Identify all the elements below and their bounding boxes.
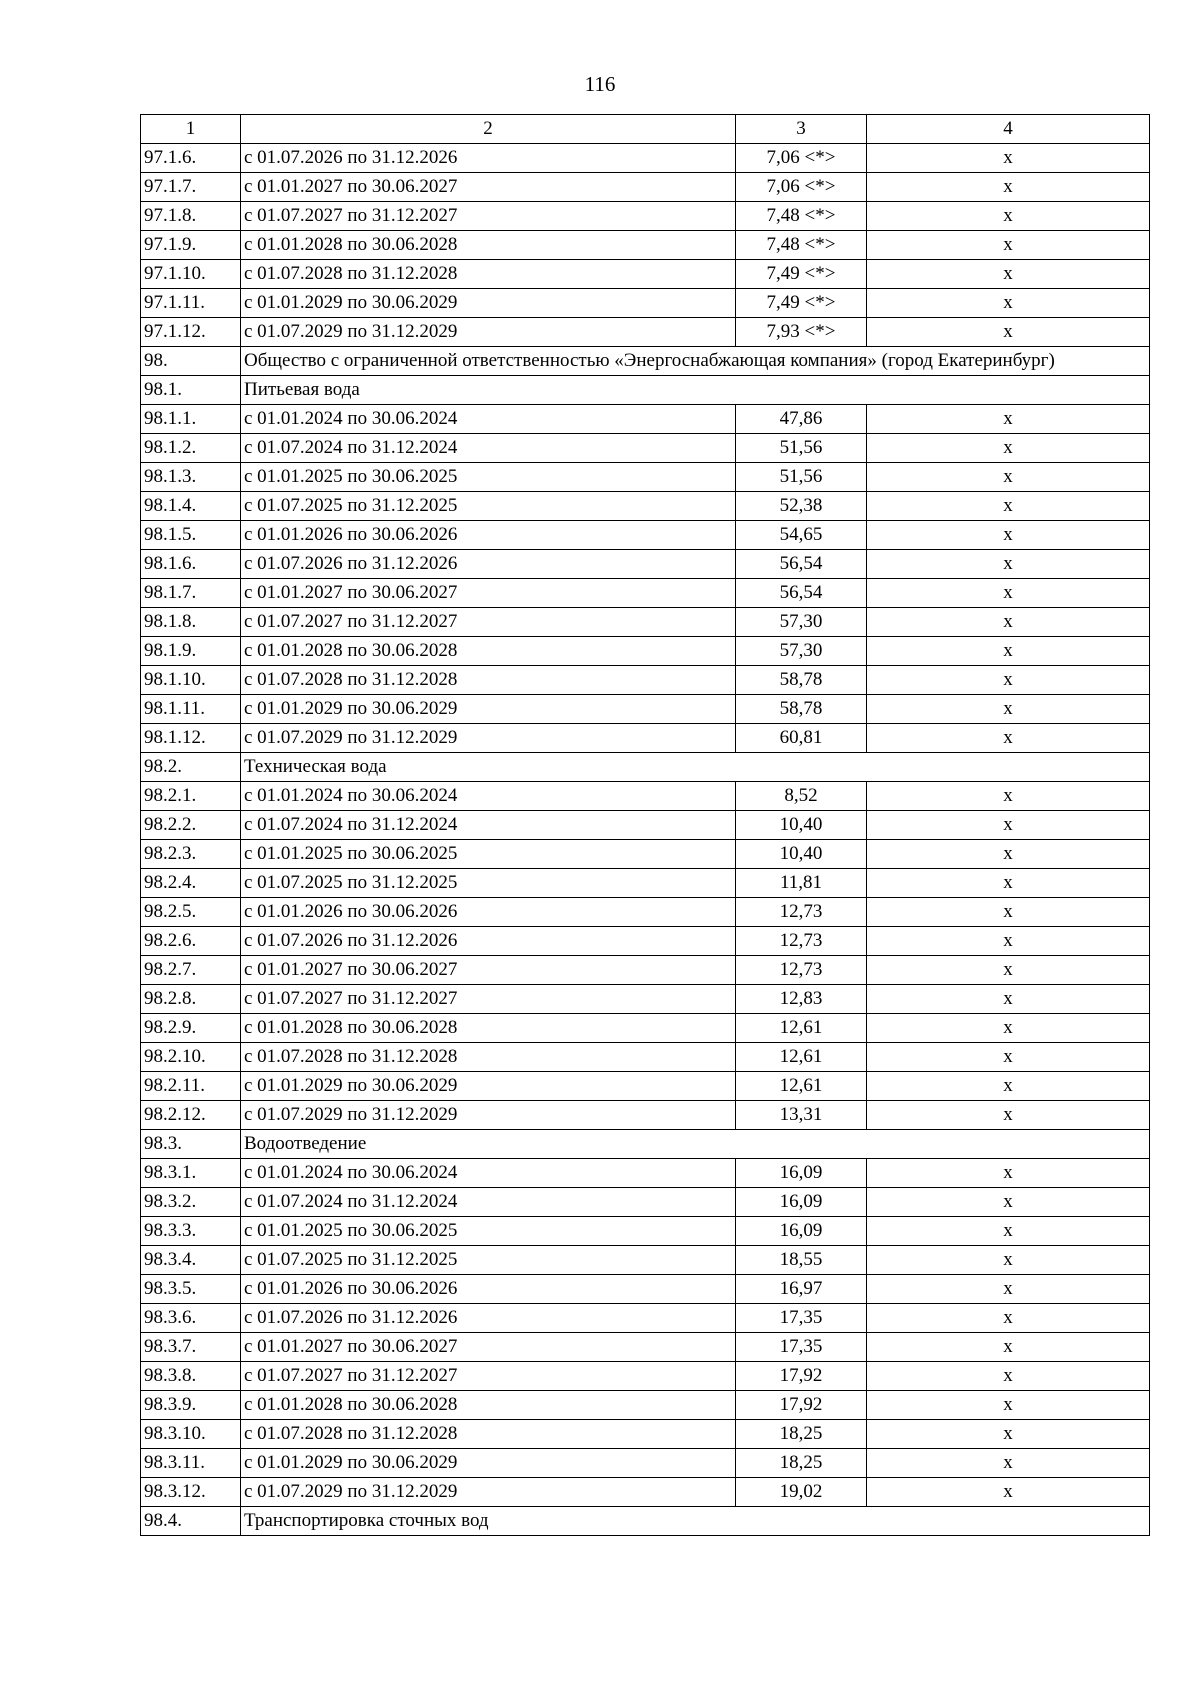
value-cell: 51,56 xyxy=(736,463,867,492)
column-4-cell: х xyxy=(867,144,1150,173)
row-number-cell: 98.1.2. xyxy=(141,434,241,463)
table-row xyxy=(141,550,1150,579)
section-row xyxy=(141,1130,1150,1159)
period-cell: с 01.07.2029 по 31.12.2029 xyxy=(241,1101,736,1130)
table-row xyxy=(141,492,1150,521)
header-cell-2: 2 xyxy=(241,115,736,144)
period-cell: с 01.07.2028 по 31.12.2028 xyxy=(241,260,736,289)
period-cell: с 01.07.2025 по 31.12.2025 xyxy=(241,869,736,898)
section-title-cell: Питьевая вода xyxy=(241,376,1150,405)
row-number-cell: 98.1.8. xyxy=(141,608,241,637)
period-cell: с 01.07.2028 по 31.12.2028 xyxy=(241,666,736,695)
column-4-cell: х xyxy=(867,608,1150,637)
row-number-cell: 98.2.8. xyxy=(141,985,241,1014)
value-cell: 7,49 <*> xyxy=(736,289,867,318)
section-title-cell: Транспортировка сточных вод xyxy=(241,1507,1150,1536)
table-row xyxy=(141,608,1150,637)
table-row xyxy=(141,1304,1150,1333)
row-number-cell: 98.4. xyxy=(141,1507,241,1536)
period-cell: с 01.07.2027 по 31.12.2027 xyxy=(241,202,736,231)
value-cell: 12,61 xyxy=(736,1014,867,1043)
row-number-cell: 98.3.3. xyxy=(141,1217,241,1246)
table-row xyxy=(141,898,1150,927)
period-cell: с 01.01.2026 по 30.06.2026 xyxy=(241,898,736,927)
column-4-cell: х xyxy=(867,898,1150,927)
table-row xyxy=(141,1449,1150,1478)
row-number-cell: 98.1.9. xyxy=(141,637,241,666)
table-row xyxy=(141,1043,1150,1072)
period-cell: с 01.07.2029 по 31.12.2029 xyxy=(241,318,736,347)
table-row xyxy=(141,695,1150,724)
row-number-cell: 98.1.6. xyxy=(141,550,241,579)
table-row xyxy=(141,1420,1150,1449)
column-4-cell: х xyxy=(867,811,1150,840)
column-4-cell: х xyxy=(867,550,1150,579)
column-4-cell: х xyxy=(867,202,1150,231)
column-4-cell: х xyxy=(867,1043,1150,1072)
header-row xyxy=(141,115,1150,144)
row-number-cell: 97.1.11. xyxy=(141,289,241,318)
column-4-cell: х xyxy=(867,492,1150,521)
column-4-cell: х xyxy=(867,405,1150,434)
period-cell: с 01.01.2029 по 30.06.2029 xyxy=(241,695,736,724)
column-4-cell: х xyxy=(867,1391,1150,1420)
row-number-cell: 98.1.5. xyxy=(141,521,241,550)
row-number-cell: 98.1.12. xyxy=(141,724,241,753)
table-row xyxy=(141,1275,1150,1304)
column-4-cell: х xyxy=(867,463,1150,492)
table-row xyxy=(141,666,1150,695)
column-4-cell: х xyxy=(867,318,1150,347)
table-row xyxy=(141,144,1150,173)
section-row xyxy=(141,376,1150,405)
section-title-cell: Техническая вода xyxy=(241,753,1150,782)
period-cell: с 01.01.2027 по 30.06.2027 xyxy=(241,1333,736,1362)
period-cell: с 01.01.2027 по 30.06.2027 xyxy=(241,956,736,985)
period-cell: с 01.01.2026 по 30.06.2026 xyxy=(241,1275,736,1304)
table-row xyxy=(141,173,1150,202)
section-title-cell: Водоотведение xyxy=(241,1130,1150,1159)
column-4-cell: х xyxy=(867,434,1150,463)
value-cell: 54,65 xyxy=(736,521,867,550)
row-number-cell: 97.1.6. xyxy=(141,144,241,173)
row-number-cell: 98.1.10. xyxy=(141,666,241,695)
column-4-cell: х xyxy=(867,1362,1150,1391)
column-4-cell: х xyxy=(867,869,1150,898)
table-row xyxy=(141,1188,1150,1217)
row-number-cell: 98.2.7. xyxy=(141,956,241,985)
column-4-cell: х xyxy=(867,840,1150,869)
column-4-cell: х xyxy=(867,695,1150,724)
value-cell: 58,78 xyxy=(736,666,867,695)
row-number-cell: 97.1.9. xyxy=(141,231,241,260)
value-cell: 52,38 xyxy=(736,492,867,521)
column-4-cell: х xyxy=(867,956,1150,985)
period-cell: с 01.07.2028 по 31.12.2028 xyxy=(241,1420,736,1449)
row-number-cell: 98.2.1. xyxy=(141,782,241,811)
table-row xyxy=(141,434,1150,463)
value-cell: 17,92 xyxy=(736,1391,867,1420)
period-cell: с 01.07.2027 по 31.12.2027 xyxy=(241,985,736,1014)
period-cell: с 01.01.2025 по 30.06.2025 xyxy=(241,1217,736,1246)
value-cell: 16,09 xyxy=(736,1217,867,1246)
row-number-cell: 98.3.1. xyxy=(141,1159,241,1188)
column-4-cell: х xyxy=(867,1072,1150,1101)
table-row xyxy=(141,724,1150,753)
row-number-cell: 98.1.3. xyxy=(141,463,241,492)
value-cell: 16,09 xyxy=(736,1159,867,1188)
period-cell: с 01.01.2027 по 30.06.2027 xyxy=(241,173,736,202)
period-cell: с 01.01.2029 по 30.06.2029 xyxy=(241,289,736,318)
row-number-cell: 97.1.12. xyxy=(141,318,241,347)
table-row xyxy=(141,840,1150,869)
column-4-cell: х xyxy=(867,579,1150,608)
period-cell: с 01.01.2028 по 30.06.2028 xyxy=(241,1014,736,1043)
section-row xyxy=(141,753,1150,782)
value-cell: 13,31 xyxy=(736,1101,867,1130)
section-title-cell: Общество с ограниченной ответственностью «Энергоснабжающая компания» (город Екатеринбург) xyxy=(241,347,1150,376)
value-cell: 7,06 <*> xyxy=(736,173,867,202)
column-4-cell: х xyxy=(867,1449,1150,1478)
period-cell: с 01.01.2028 по 30.06.2028 xyxy=(241,231,736,260)
period-cell: с 01.07.2026 по 31.12.2026 xyxy=(241,550,736,579)
value-cell: 16,97 xyxy=(736,1275,867,1304)
value-cell: 17,35 xyxy=(736,1304,867,1333)
table-row xyxy=(141,405,1150,434)
row-number-cell: 98.3.12. xyxy=(141,1478,241,1507)
table-row xyxy=(141,1246,1150,1275)
page-number: 116 xyxy=(584,72,616,96)
column-4-cell: х xyxy=(867,1217,1150,1246)
value-cell: 60,81 xyxy=(736,724,867,753)
period-cell: с 01.01.2028 по 30.06.2028 xyxy=(241,637,736,666)
row-number-cell: 98.3. xyxy=(141,1130,241,1159)
value-cell: 7,93 <*> xyxy=(736,318,867,347)
value-cell: 12,61 xyxy=(736,1072,867,1101)
value-cell: 12,73 xyxy=(736,927,867,956)
period-cell: с 01.01.2027 по 30.06.2027 xyxy=(241,579,736,608)
table-row xyxy=(141,956,1150,985)
row-number-cell: 98.2.4. xyxy=(141,869,241,898)
row-number-cell: 98.2.11. xyxy=(141,1072,241,1101)
value-cell: 8,52 xyxy=(736,782,867,811)
column-4-cell: х xyxy=(867,985,1150,1014)
row-number-cell: 97.1.8. xyxy=(141,202,241,231)
value-cell: 10,40 xyxy=(736,840,867,869)
row-number-cell: 98.1.11. xyxy=(141,695,241,724)
row-number-cell: 98. xyxy=(141,347,241,376)
column-4-cell: х xyxy=(867,231,1150,260)
period-cell: с 01.01.2029 по 30.06.2029 xyxy=(241,1449,736,1478)
row-number-cell: 98.2.6. xyxy=(141,927,241,956)
column-4-cell: х xyxy=(867,289,1150,318)
row-number-cell: 98.3.5. xyxy=(141,1275,241,1304)
section-row xyxy=(141,347,1150,376)
period-cell: с 01.07.2024 по 31.12.2024 xyxy=(241,434,736,463)
period-cell: с 01.07.2025 по 31.12.2025 xyxy=(241,1246,736,1275)
row-number-cell: 98.1. xyxy=(141,376,241,405)
value-cell: 51,56 xyxy=(736,434,867,463)
value-cell: 18,55 xyxy=(736,1246,867,1275)
value-cell: 17,92 xyxy=(736,1362,867,1391)
table-row xyxy=(141,1362,1150,1391)
row-number-cell: 97.1.7. xyxy=(141,173,241,202)
period-cell: с 01.07.2024 по 31.12.2024 xyxy=(241,811,736,840)
table-row xyxy=(141,463,1150,492)
table-row xyxy=(141,579,1150,608)
period-cell: с 01.01.2024 по 30.06.2024 xyxy=(241,1159,736,1188)
table-row xyxy=(141,1159,1150,1188)
value-cell: 12,61 xyxy=(736,1043,867,1072)
column-4-cell: х xyxy=(867,1478,1150,1507)
row-number-cell: 98.3.4. xyxy=(141,1246,241,1275)
table-row xyxy=(141,869,1150,898)
column-4-cell: х xyxy=(867,1101,1150,1130)
period-cell: с 01.01.2026 по 30.06.2026 xyxy=(241,521,736,550)
value-cell: 7,06 <*> xyxy=(736,144,867,173)
table-row xyxy=(141,202,1150,231)
row-number-cell: 97.1.10. xyxy=(141,260,241,289)
period-cell: с 01.07.2026 по 31.12.2026 xyxy=(241,927,736,956)
table-row xyxy=(141,782,1150,811)
value-cell: 18,25 xyxy=(736,1420,867,1449)
column-4-cell: х xyxy=(867,1304,1150,1333)
period-cell: с 01.01.2028 по 30.06.2028 xyxy=(241,1391,736,1420)
value-cell: 12,83 xyxy=(736,985,867,1014)
header-cell-4: 4 xyxy=(867,115,1150,144)
row-number-cell: 98.2. xyxy=(141,753,241,782)
column-4-cell: х xyxy=(867,1420,1150,1449)
table-row xyxy=(141,1072,1150,1101)
column-4-cell: х xyxy=(867,1159,1150,1188)
row-number-cell: 98.3.9. xyxy=(141,1391,241,1420)
value-cell: 56,54 xyxy=(736,550,867,579)
table-row xyxy=(141,985,1150,1014)
row-number-cell: 98.3.11. xyxy=(141,1449,241,1478)
period-cell: с 01.07.2029 по 31.12.2029 xyxy=(241,724,736,753)
header-cell-3: 3 xyxy=(736,115,867,144)
period-cell: с 01.07.2025 по 31.12.2025 xyxy=(241,492,736,521)
column-4-cell: х xyxy=(867,260,1150,289)
table-row xyxy=(141,1391,1150,1420)
value-cell: 58,78 xyxy=(736,695,867,724)
table-row xyxy=(141,521,1150,550)
column-4-cell: х xyxy=(867,724,1150,753)
value-cell: 16,09 xyxy=(736,1188,867,1217)
period-cell: с 01.07.2027 по 31.12.2027 xyxy=(241,608,736,637)
value-cell: 7,48 <*> xyxy=(736,231,867,260)
row-number-cell: 98.1.7. xyxy=(141,579,241,608)
period-cell: с 01.07.2024 по 31.12.2024 xyxy=(241,1188,736,1217)
table-row xyxy=(141,1217,1150,1246)
table-row xyxy=(141,1478,1150,1507)
row-number-cell: 98.2.2. xyxy=(141,811,241,840)
section-row xyxy=(141,1507,1150,1536)
column-4-cell: х xyxy=(867,1014,1150,1043)
period-cell: с 01.01.2024 по 30.06.2024 xyxy=(241,405,736,434)
table-row xyxy=(141,260,1150,289)
value-cell: 10,40 xyxy=(736,811,867,840)
value-cell: 7,48 <*> xyxy=(736,202,867,231)
tariff-table-body xyxy=(141,115,1150,1536)
column-4-cell: х xyxy=(867,637,1150,666)
period-cell: с 01.07.2027 по 31.12.2027 xyxy=(241,1362,736,1391)
period-cell: с 01.01.2029 по 30.06.2029 xyxy=(241,1072,736,1101)
period-cell: с 01.01.2024 по 30.06.2024 xyxy=(241,782,736,811)
row-number-cell: 98.3.2. xyxy=(141,1188,241,1217)
table-row xyxy=(141,1333,1150,1362)
row-number-cell: 98.3.7. xyxy=(141,1333,241,1362)
period-cell: с 01.07.2026 по 31.12.2026 xyxy=(241,144,736,173)
value-cell: 47,86 xyxy=(736,405,867,434)
column-4-cell: х xyxy=(867,521,1150,550)
value-cell: 12,73 xyxy=(736,898,867,927)
column-4-cell: х xyxy=(867,173,1150,202)
table-row xyxy=(141,637,1150,666)
table-row xyxy=(141,811,1150,840)
table-row xyxy=(141,231,1150,260)
value-cell: 7,49 <*> xyxy=(736,260,867,289)
row-number-cell: 98.3.8. xyxy=(141,1362,241,1391)
row-number-cell: 98.2.12. xyxy=(141,1101,241,1130)
period-cell: с 01.07.2029 по 31.12.2029 xyxy=(241,1478,736,1507)
table-row xyxy=(141,927,1150,956)
value-cell: 56,54 xyxy=(736,579,867,608)
row-number-cell: 98.2.3. xyxy=(141,840,241,869)
tariff-table xyxy=(140,114,1150,1536)
table-row xyxy=(141,318,1150,347)
value-cell: 57,30 xyxy=(736,608,867,637)
row-number-cell: 98.2.5. xyxy=(141,898,241,927)
table-row xyxy=(141,289,1150,318)
column-4-cell: х xyxy=(867,1188,1150,1217)
column-4-cell: х xyxy=(867,1246,1150,1275)
period-cell: с 01.01.2025 по 30.06.2025 xyxy=(241,463,736,492)
row-number-cell: 98.1.1. xyxy=(141,405,241,434)
column-4-cell: х xyxy=(867,927,1150,956)
row-number-cell: 98.2.9. xyxy=(141,1014,241,1043)
column-4-cell: х xyxy=(867,782,1150,811)
period-cell: с 01.01.2025 по 30.06.2025 xyxy=(241,840,736,869)
period-cell: с 01.07.2026 по 31.12.2026 xyxy=(241,1304,736,1333)
value-cell: 18,25 xyxy=(736,1449,867,1478)
value-cell: 19,02 xyxy=(736,1478,867,1507)
table-row xyxy=(141,1014,1150,1043)
table-row xyxy=(141,1101,1150,1130)
value-cell: 17,35 xyxy=(736,1333,867,1362)
column-4-cell: х xyxy=(867,1275,1150,1304)
value-cell: 12,73 xyxy=(736,956,867,985)
row-number-cell: 98.2.10. xyxy=(141,1043,241,1072)
column-4-cell: х xyxy=(867,1333,1150,1362)
value-cell: 11,81 xyxy=(736,869,867,898)
row-number-cell: 98.1.4. xyxy=(141,492,241,521)
header-cell-1: 1 xyxy=(141,115,241,144)
period-cell: с 01.07.2028 по 31.12.2028 xyxy=(241,1043,736,1072)
row-number-cell: 98.3.6. xyxy=(141,1304,241,1333)
value-cell: 57,30 xyxy=(736,637,867,666)
row-number-cell: 98.3.10. xyxy=(141,1420,241,1449)
column-4-cell: х xyxy=(867,666,1150,695)
